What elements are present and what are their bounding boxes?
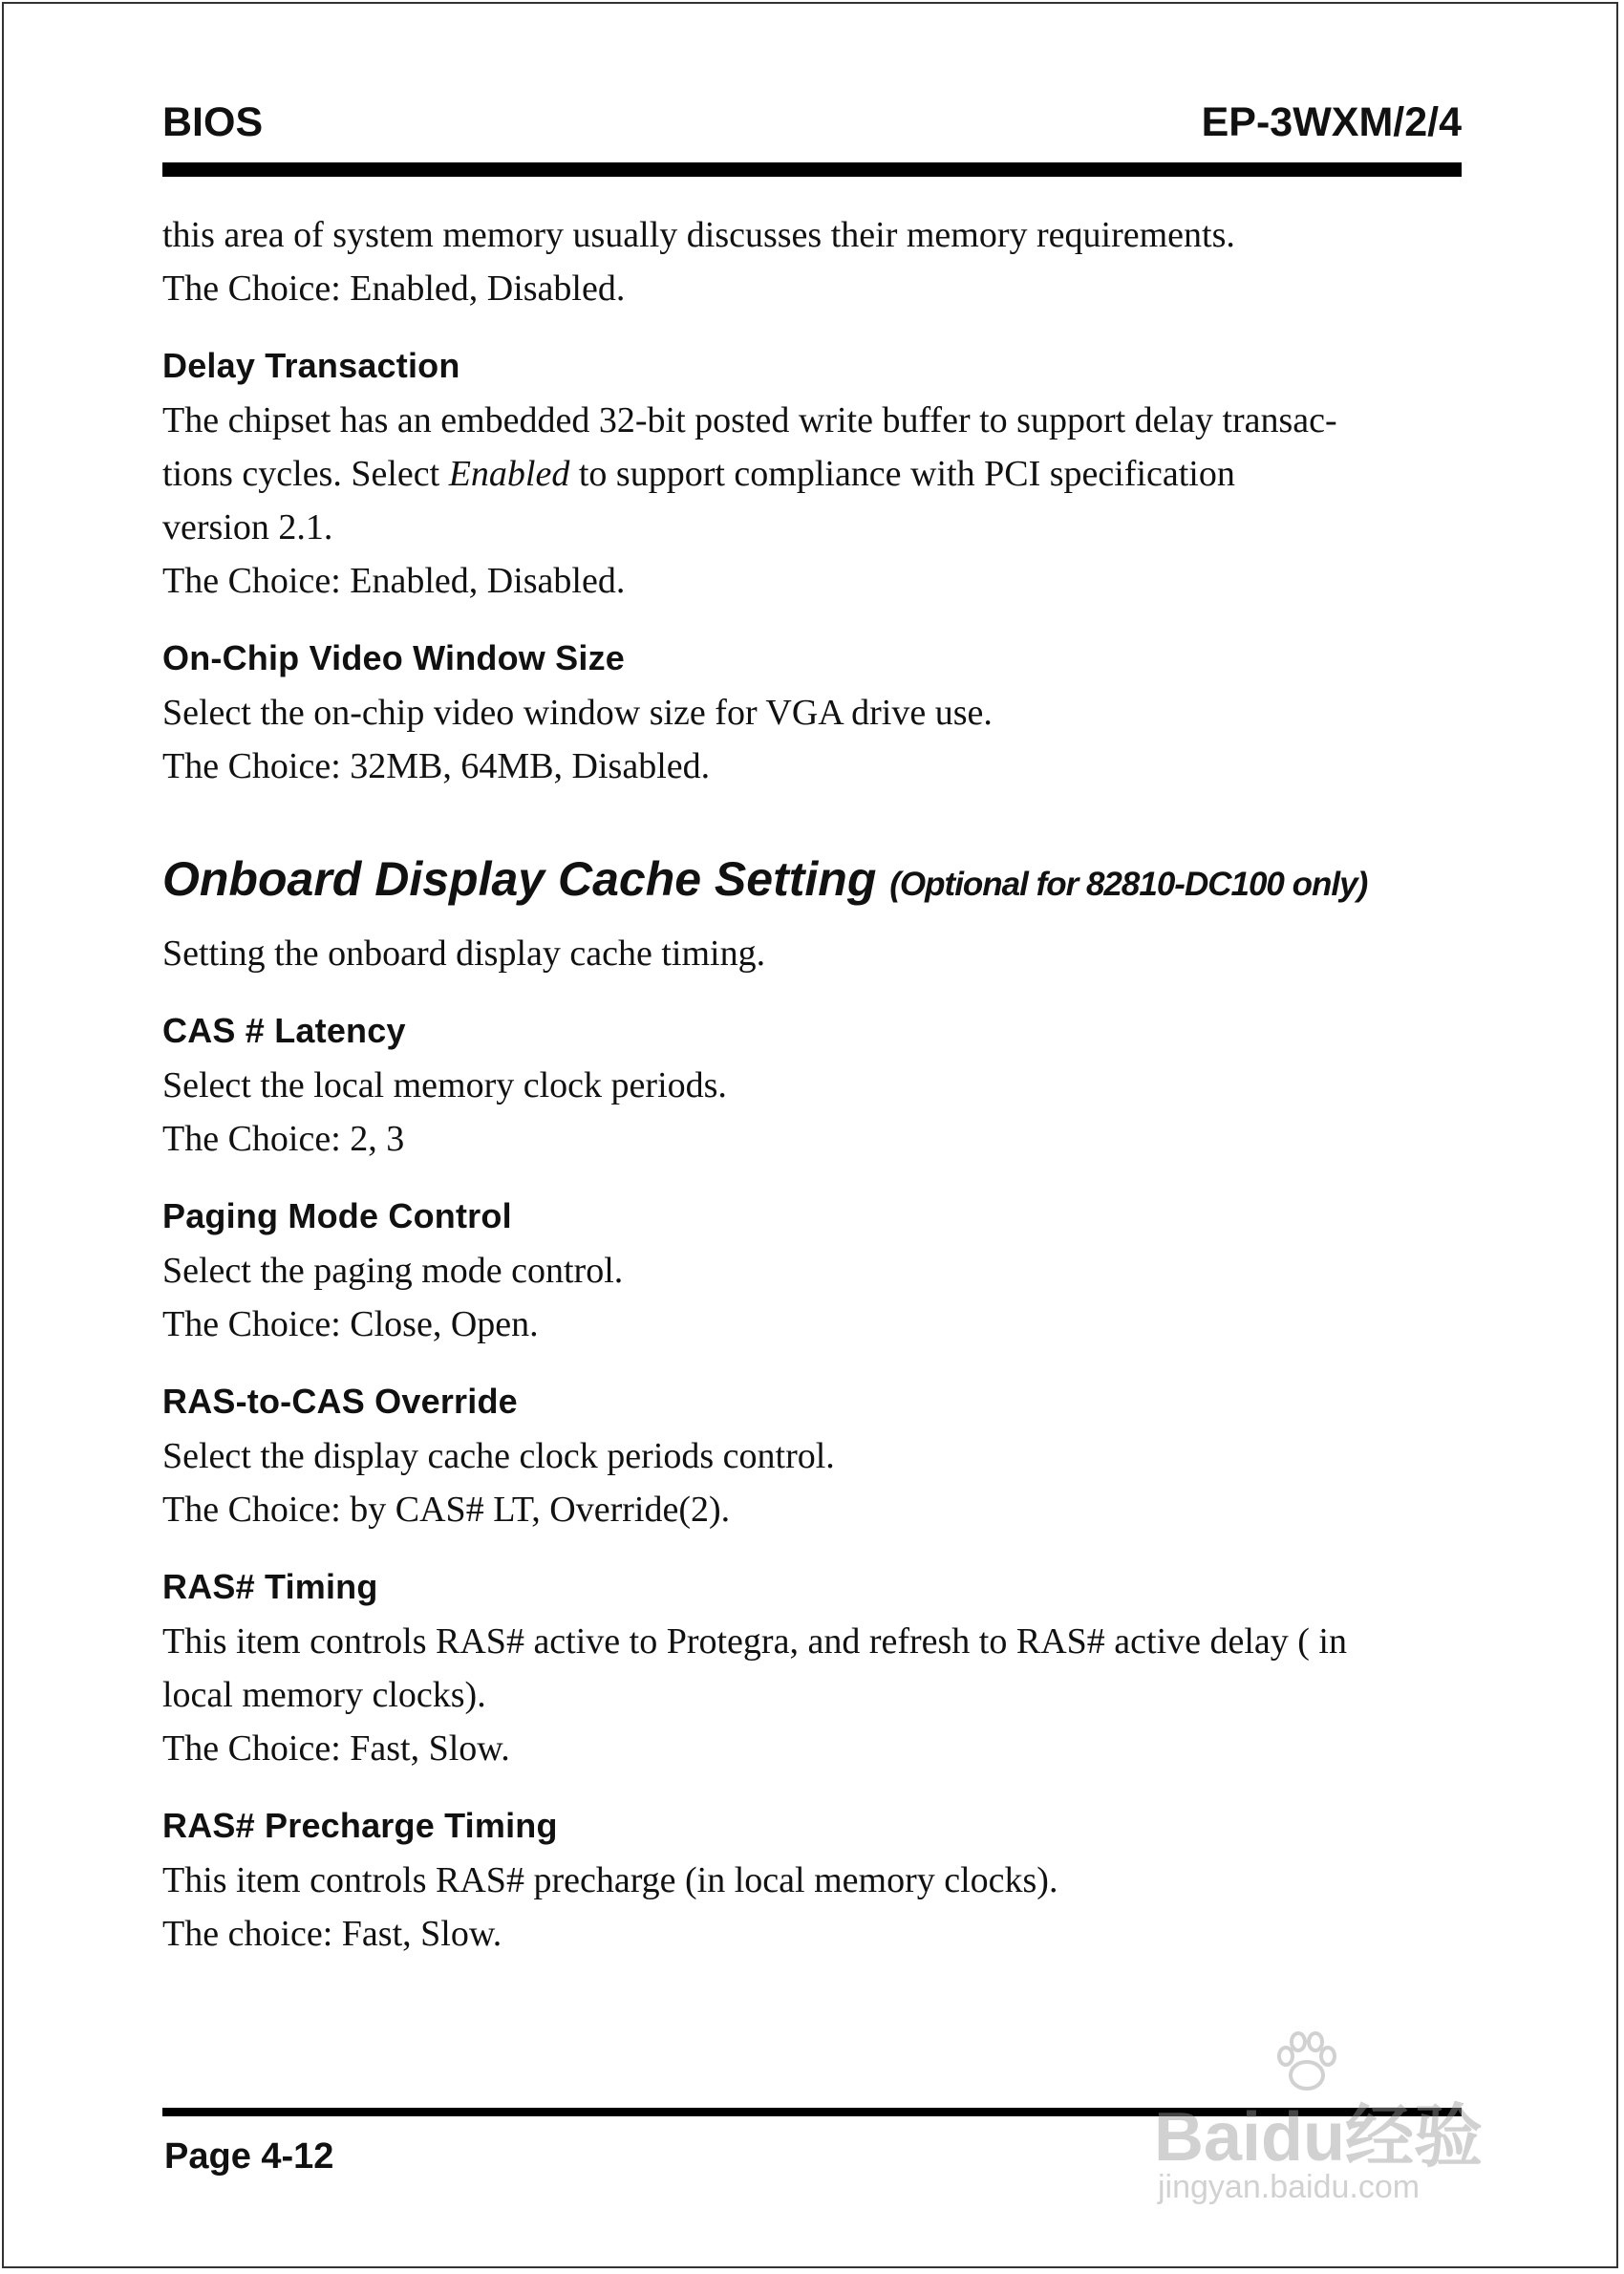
- heading-ras-timing: RAS# Timing: [162, 1567, 378, 1606]
- heading-ras-precharge: RAS# Precharge Timing: [162, 1806, 558, 1845]
- heading-cas-latency: CAS # Latency: [162, 1011, 406, 1050]
- heading-video-window: On-Chip Video Window Size: [162, 638, 626, 677]
- section-title: [162, 848, 1473, 915]
- intro-line-1: this area of system memory usually discusses their memory requirements.: [162, 215, 1235, 255]
- ras-precharge-choice: The choice: Fast, Slow.: [162, 1914, 502, 1954]
- heading-ras-cas-override: RAS-to-CAS Override: [162, 1382, 518, 1421]
- watermark: [1146, 2026, 1538, 2217]
- ras-cas-override-desc: Select the display cache clock periods control.: [162, 1436, 835, 1476]
- page-header: [162, 99, 1462, 157]
- section-title-main: Onboard Display Cache Setting: [162, 852, 877, 906]
- cas-latency-desc: Select the local memory clock periods.: [162, 1065, 727, 1105]
- watermark-url: jingyan.baidu.com: [1158, 2169, 1421, 2205]
- delay-transaction-line-3: version 2.1.: [162, 507, 333, 547]
- header-left: BIOS: [162, 99, 264, 145]
- heading-paging-mode: Paging Mode Control: [162, 1196, 512, 1235]
- header-rule: [162, 162, 1462, 177]
- heading-delay-transaction: Delay Transaction: [162, 346, 460, 385]
- video-window-choice: The Choice: 32MB, 64MB, Disabled.: [162, 746, 711, 786]
- section-subtitle: (Optional for 82810-DC100 only): [889, 866, 1368, 903]
- page-content: [162, 208, 1473, 1961]
- cas-latency-choice: The Choice: 2, 3: [162, 1119, 405, 1159]
- paging-mode-choice: The Choice: Close, Open.: [162, 1304, 539, 1344]
- delay-transaction-line-1: The chipset has an embedded 32-bit posted write buffer to support delay transac-: [162, 400, 1337, 440]
- ras-timing-choice: The Choice: Fast, Slow.: [162, 1728, 510, 1769]
- delay-transaction-choice: The Choice: Enabled, Disabled.: [162, 561, 626, 601]
- enabled-emphasis: Enabled: [448, 454, 570, 494]
- delay-transaction-line-2-pre: tions cycles. Select: [162, 454, 449, 494]
- section-desc: Setting the onboard display cache timing.: [162, 933, 766, 974]
- paging-mode-desc: Select the paging mode control.: [162, 1251, 624, 1291]
- delay-transaction-line-2-post: to support compliance with PCI specification: [569, 454, 1235, 494]
- page-number: Page 4-12: [164, 2136, 334, 2177]
- header-right: EP-3WXM/2/4: [1201, 99, 1462, 145]
- ras-precharge-desc: This item controls RAS# precharge (in local memory clocks).: [162, 1860, 1058, 1900]
- video-window-desc: Select the on-chip video window size for VGA drive use.: [162, 693, 993, 733]
- watermark-brand: Baidu经验: [1154, 2099, 1484, 2176]
- delay-transaction-line-2: [162, 447, 1473, 501]
- ras-timing-line-1: This item controls RAS# active to Protegra, and refresh to RAS# active delay ( in: [162, 1621, 1347, 1662]
- ras-cas-override-choice: The Choice: by CAS# LT, Override(2).: [162, 1490, 731, 1530]
- intro-line-2: The Choice: Enabled, Disabled.: [162, 268, 626, 309]
- ras-timing-line-2: local memory clocks).: [162, 1675, 486, 1715]
